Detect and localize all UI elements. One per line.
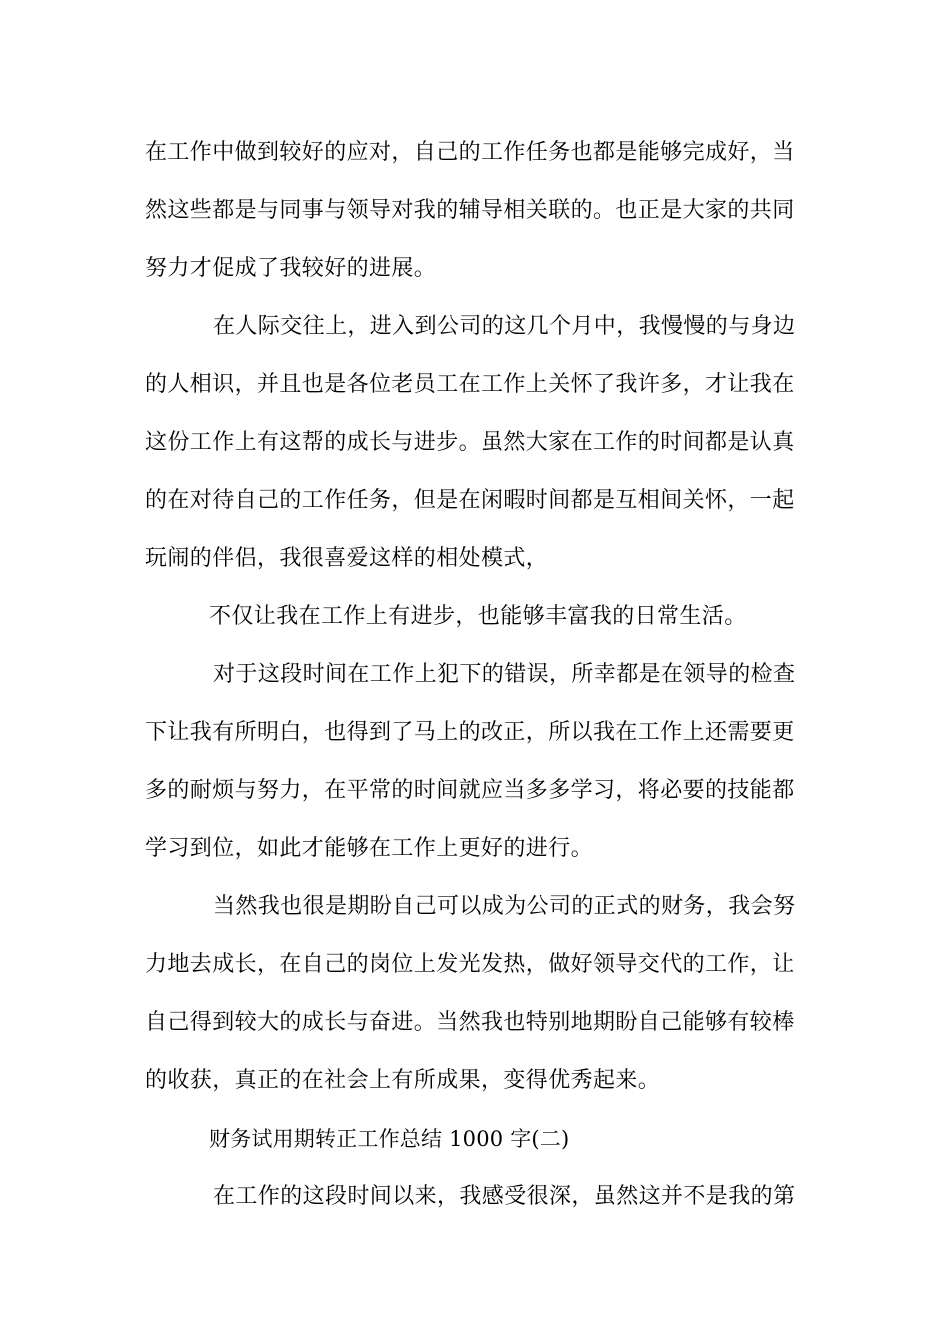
paragraph-start-line: 不仅让我在工作上有进步，也能够丰富我的日常生活。 bbox=[209, 604, 747, 629]
paragraph-start-line: 在工作的这段时间以来，我感受很深，虽然这并不是我的第 bbox=[213, 1184, 796, 1209]
text-line: 努力才促成了我较好的进展。 bbox=[145, 256, 437, 281]
paragraph-start-line: 当然我也很是期盼自己可以成为公司的正式的财务，我会努 bbox=[213, 894, 796, 919]
text-line: 的收获，真正的在社会上有所成果，变得优秀起来。 bbox=[145, 1068, 661, 1093]
document-page bbox=[145, 124, 808, 1226]
text-line: 力地去成长，在自己的岗位上发光发热，做好领导交代的工作，让 bbox=[145, 952, 795, 977]
text-line: 在工作中做到较好的应对，自己的工作任务也都是能够完成好，当 bbox=[145, 140, 795, 165]
paragraph-start-line: 对于这段时间在工作上犯下的错误，所幸都是在领导的检查 bbox=[213, 662, 796, 687]
text-line: 然这些都是与同事与领导对我的辅导相关联的。也正是大家的共同 bbox=[145, 198, 795, 223]
text-line: 学习到位，如此才能够在工作上更好的进行。 bbox=[145, 836, 594, 861]
text-line: 多的耐烦与努力，在平常的时间就应当多多学习，将必要的技能都 bbox=[145, 778, 795, 803]
text-line: 玩闹的伴侣，我很喜爱这样的相处模式， bbox=[145, 546, 549, 571]
section-heading: 财务试用期转正工作总结 1000 字(二) bbox=[209, 1127, 570, 1151]
text-line: 的在对待自己的工作任务，但是在闲暇时间都是互相间关怀，一起 bbox=[145, 488, 795, 513]
text-line: 这份工作上有这帮的成长与进步。虽然大家在工作的时间都是认真 bbox=[145, 430, 795, 455]
text-line: 下让我有所明白，也得到了马上的改正，所以我在工作上还需要更 bbox=[145, 720, 795, 745]
text-line: 自己得到较大的成长与奋进。当然我也特别地期盼自己能够有较棒 bbox=[145, 1010, 795, 1035]
text-line: 的人相识，并且也是各位老员工在工作上关怀了我许多，才让我在 bbox=[145, 372, 795, 397]
paragraph-start-line: 在人际交往上，进入到公司的这几个月中，我慢慢的与身边 bbox=[213, 314, 796, 339]
